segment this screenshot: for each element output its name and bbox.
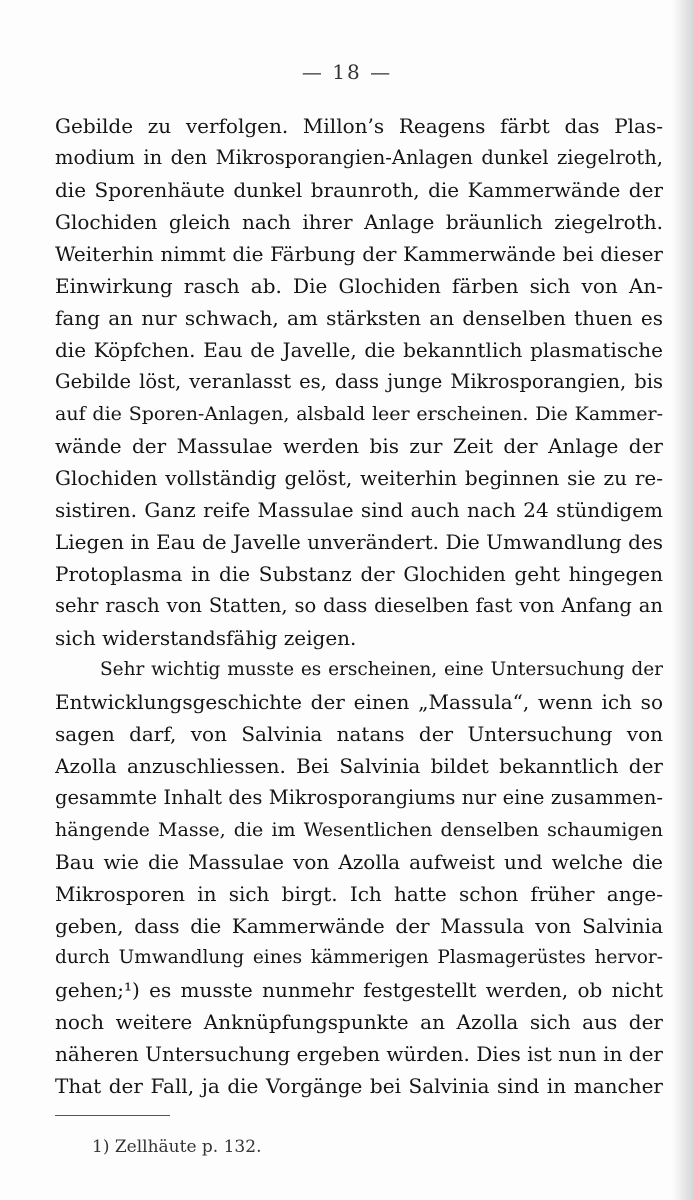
text-line: näheren Untersuchung ergeben würden. Dies ist nun in der: [55, 1042, 663, 1066]
text-line: Bau wie die Massulae von Azolla aufweist und welche die: [55, 850, 663, 874]
text-line: sistiren. Ganz reife Massulae sind auch nach 24 stündigem: [55, 498, 663, 522]
text-line: hängende Masse, die im Wesentlichen denselben schaumigen: [55, 819, 663, 841]
text-line: Liegen in Eau de Javelle unverändert. Die Umwandlung des: [55, 530, 663, 554]
footnote-divider: [55, 1115, 170, 1116]
text-line: durch Umwandlung eines kämmerigen Plasmagerüstes hervor-: [55, 947, 663, 968]
text-line: sehr rasch von Statten, so dass dieselben fast von Anfang an: [55, 594, 663, 617]
text-line: Gebilde zu verfolgen. Millon’s Reagens färbt das Plas-: [55, 114, 663, 138]
footnote: 1) Zellhäute p. 132.: [92, 1137, 262, 1157]
text-line: Sehr wichtig musste es erscheinen, eine Untersuchung der: [100, 659, 663, 680]
text-line: wände der Massulae werden bis zur Zeit der Anlage der: [55, 434, 663, 458]
text-line: gehen;¹) es musste nunmehr festgestellt werden, ob nicht: [55, 978, 663, 1002]
text-line: Protoplasma in die Substanz der Glochiden geht hingegen: [55, 562, 663, 586]
text-line: Weiterhin nimmt die Färbung der Kammerwände bei dieser: [55, 242, 663, 266]
text-line: gesammte Inhalt des Mikrosporangiums nur eine zusammen-: [55, 786, 663, 809]
text-line: fang an nur schwach, am stärksten an denselben thuen es: [55, 306, 663, 330]
text-line: Azolla anzuschliessen. Bei Salvinia bildet bekanntlich der: [55, 754, 663, 778]
text-line: Entwicklungsgeschichte der einen „Massula“, wenn ich so: [55, 690, 663, 714]
text-line: sich widerstandsfähig zeigen.: [55, 626, 357, 650]
page-edge-shadow: [672, 0, 694, 1200]
text-line: That der Fall, ja die Vorgänge bei Salvinia sind in mancher: [55, 1074, 663, 1098]
text-line: Gebilde löst, veranlasst es, dass junge Mikrosporangien, bis: [55, 370, 663, 393]
text-line: modium in den Mikrosporangien-Anlagen dunkel ziegelroth,: [55, 146, 663, 169]
text-line: Glochiden gleich nach ihrer Anlage bräunlich ziegelroth.: [55, 210, 663, 234]
page-number: — 18 —: [301, 60, 393, 84]
text-line: die Köpfchen. Eau de Javelle, die bekanntlich plasmatische: [55, 338, 663, 362]
text-line: Mikrosporen in sich birgt. Ich hatte schon früher ange-: [55, 882, 663, 906]
body-text: [55, 110, 663, 1102]
text-line: auf die Sporen-Anlagen, alsbald leer erscheinen. Die Kammer-: [55, 403, 663, 425]
text-line: sagen darf, von Salvinia natans der Untersuchung von: [55, 722, 663, 746]
text-line: noch weitere Anknüpfungspunkte an Azolla sich aus der: [55, 1010, 663, 1034]
text-line: geben, dass die Kammerwände der Massula von Salvinia: [55, 914, 663, 938]
text-line: die Sporenhäute dunkel braunroth, die Kammerwände der: [55, 178, 663, 202]
paragraph-2: [55, 654, 663, 1102]
text-line: Glochiden vollständig gelöst, weiterhin beginnen sie zu re-: [55, 466, 663, 490]
paragraph-1: [55, 110, 663, 654]
text-line: Einwirkung rasch ab. Die Glochiden färben sich von An-: [55, 274, 663, 298]
